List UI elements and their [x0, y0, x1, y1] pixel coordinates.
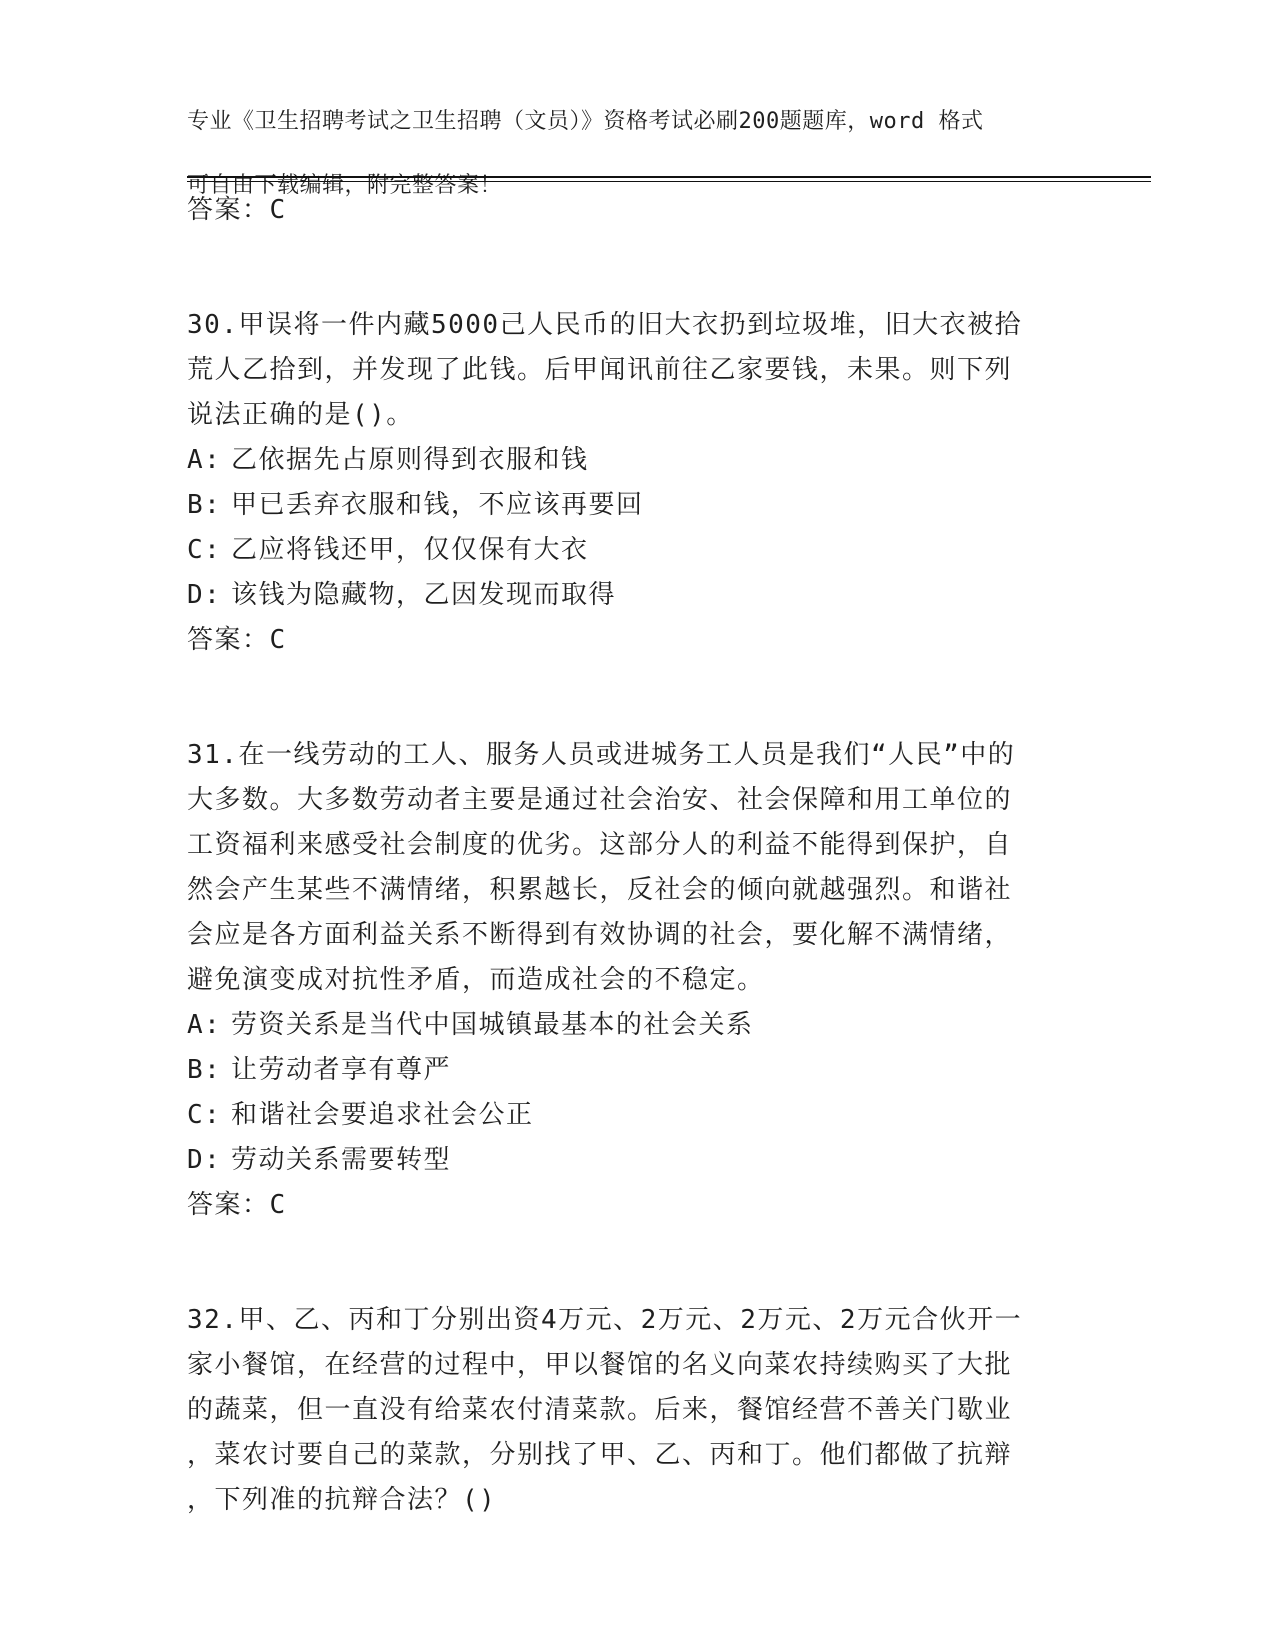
option-letter: A:: [187, 445, 222, 475]
option-letter: A:: [187, 1010, 222, 1040]
question-stem-line: 32.甲、乙、丙和丁分别出资4万元、2万元、2万元、2万元合伙开一: [187, 1305, 1023, 1335]
header-rule-thin: [187, 181, 1151, 182]
question-stem-line: 工资福利来感受社会制度的优劣。这部分人的利益不能得到保护，自: [187, 830, 1013, 860]
question-30: [187, 303, 1087, 663]
option-c: [187, 528, 1087, 573]
question-stem-line: 然会产生某些不满情绪，积累越长，反社会的倾向就越强烈。和谐社: [187, 875, 1013, 905]
header-line-2: 可自由下载编辑，附完整答案！: [187, 173, 503, 198]
header-line-1: 专业《卫生招聘考试之卫生招聘（文员）》资格考试必刷200题题库，word 格式: [187, 109, 984, 134]
question-stem-line: 的蔬菜，但一直没有给菜农付清菜款。后来，餐馆经营不善关门歇业: [187, 1395, 1013, 1425]
option-text: 甲已丢弃衣服和钱，不应该再要回: [231, 490, 644, 520]
option-b: [187, 483, 1087, 528]
question-stem-line: 31.在一线劳动的工人、服务人员或进城务工人员是我们“人民”中的: [187, 740, 1016, 770]
option-text: 劳资关系是当代中国城镇最基本的社会关系: [231, 1010, 754, 1040]
question-32: [187, 1298, 1087, 1523]
option-text: 和谐社会要追求社会公正: [231, 1100, 534, 1130]
option-c: [187, 1093, 1087, 1138]
question-stem-line: ，下列准的抗辩合法？(): [187, 1485, 497, 1515]
option-d: [187, 573, 1087, 618]
option-text: 该钱为隐藏物，乙因发现而取得: [231, 580, 617, 610]
option-letter: C:: [187, 535, 222, 565]
question-stem-line: 荒人乙拾到，并发现了此钱。后甲闻讯前往乙家要钱，未果。则下列: [187, 355, 1013, 385]
option-d: [187, 1138, 1087, 1183]
question-stem-line: 大多数。大多数劳动者主要是通过社会治安、社会保障和用工单位的: [187, 785, 1013, 815]
option-b: [187, 1048, 1087, 1093]
option-text: 让劳动者享有尊严: [231, 1055, 452, 1085]
option-letter: B:: [187, 490, 222, 520]
option-letter: D:: [187, 580, 222, 610]
question-stem-line: 避免演变成对抗性矛盾，而造成社会的不稳定。: [187, 965, 765, 995]
question-stem-line: 说法正确的是()。: [187, 400, 414, 430]
option-letter: D:: [187, 1145, 222, 1175]
question-stem-line: 家小餐馆，在经营的过程中，甲以餐馆的名义向菜农持续购买了大批: [187, 1350, 1013, 1380]
previous-answer: 答案：C: [187, 195, 287, 225]
question-stem-line: 30.甲误将一件内藏5000己人民币的旧大衣扔到垃圾堆，旧大衣被拾: [187, 310, 1023, 340]
answer-line: 答案：C: [187, 625, 287, 655]
option-letter: B:: [187, 1055, 222, 1085]
document-content: [187, 188, 1087, 1523]
answer-line: 答案：C: [187, 1190, 287, 1220]
option-text: 乙应将钱还甲，仅仅保有大衣: [231, 535, 589, 565]
option-text: 乙依据先占原则得到衣服和钱: [231, 445, 589, 475]
option-a: [187, 438, 1087, 483]
option-a: [187, 1003, 1087, 1048]
question-stem-line: 会应是各方面利益关系不断得到有效协调的社会，要化解不满情绪，: [187, 920, 1013, 950]
option-text: 劳动关系需要转型: [231, 1145, 452, 1175]
question-stem-line: ，菜农讨要自己的菜款，分别找了甲、乙、丙和丁。他们都做了抗辩: [187, 1440, 1013, 1470]
header-rule-thick: [187, 176, 1151, 178]
question-31: [187, 733, 1087, 1228]
option-letter: C:: [187, 1100, 222, 1130]
